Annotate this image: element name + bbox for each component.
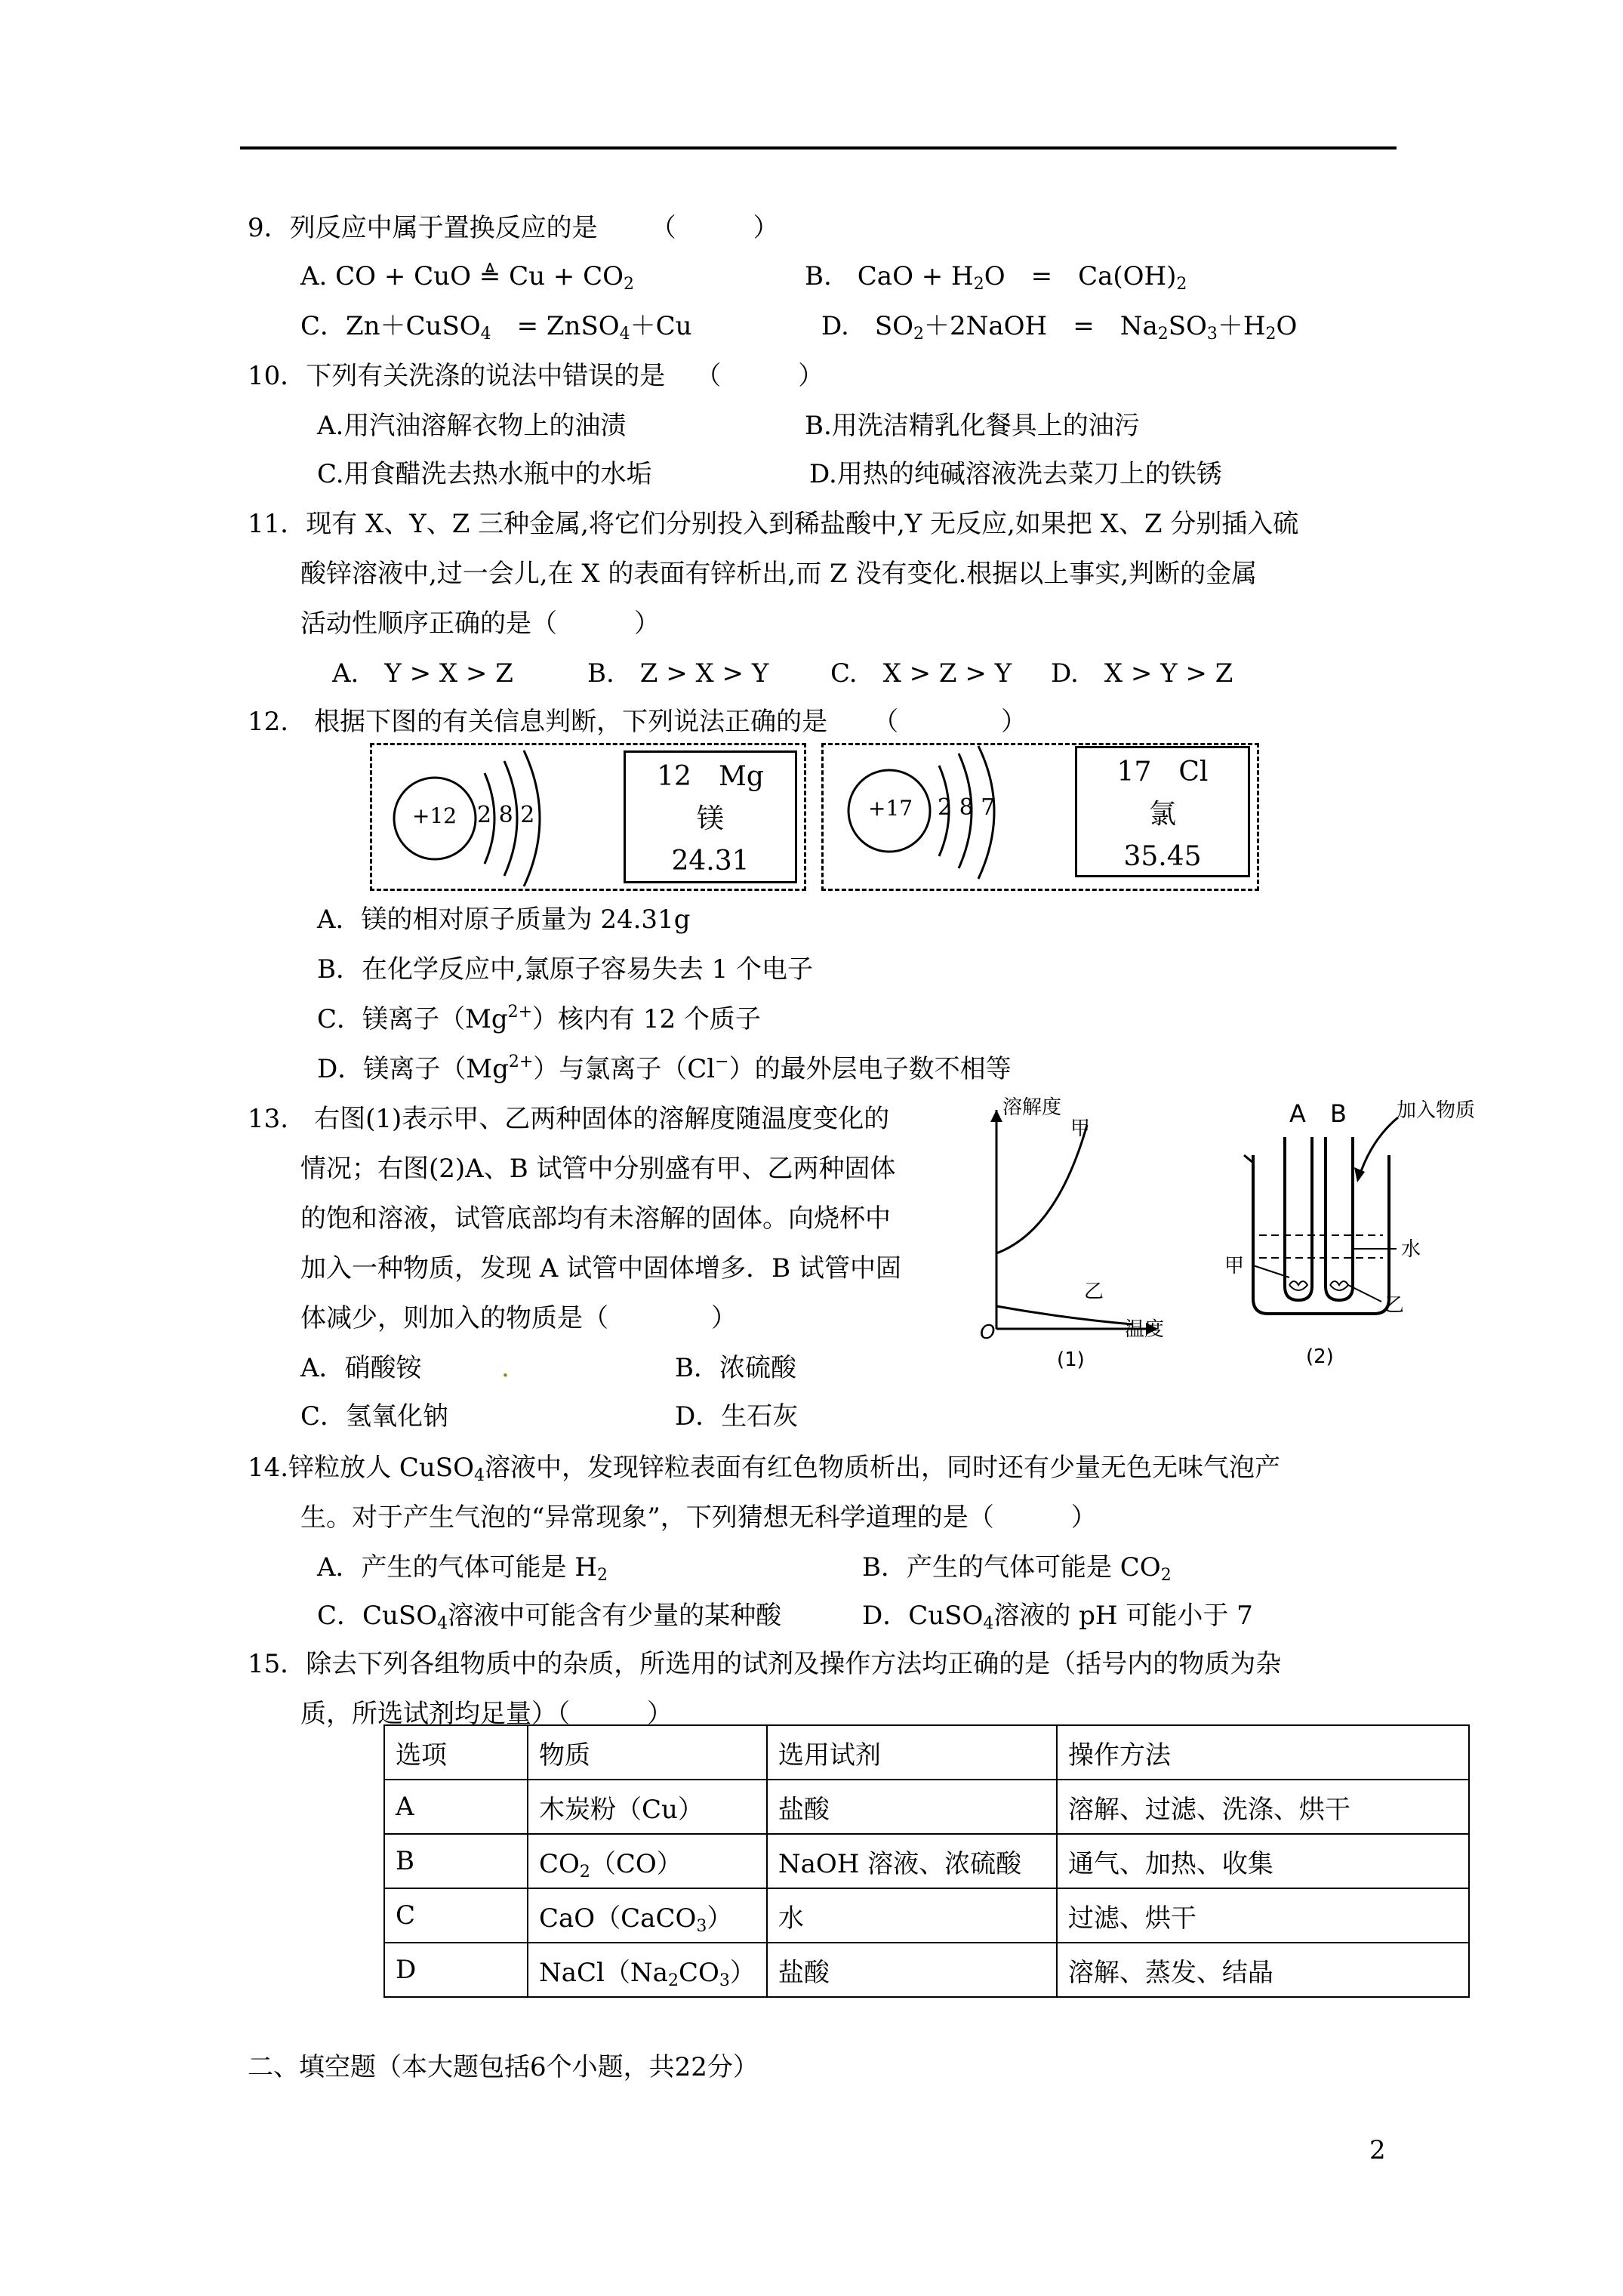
fig2-add-label: 加入物质 (1397, 1099, 1476, 1122)
table-header: 操作方法 (1057, 1725, 1469, 1780)
jia-curve (996, 1125, 1087, 1253)
cl-nucleus-label: +17 (868, 796, 913, 821)
q12-option-d: D．镁离子$(Mg^{2+})$与氯离子（Cl−）的最外层电子数不相等 (317, 1052, 1012, 1084)
table-header: 选项 (384, 1725, 528, 1780)
q14-line2: 生。对于产生气泡的“异常现象”，下列猜想无科学道理的是（ ） (300, 1502, 1097, 1533)
table-cell: D (384, 1943, 528, 1997)
q11-option-a: A. Y > X > Z (332, 658, 513, 689)
cl-number-symbol: 17 Cl (1116, 757, 1209, 787)
fig1-xlabel: 温度 (1125, 1318, 1165, 1341)
fig2-water-label: 水 (1401, 1238, 1421, 1261)
test-tube-a (1285, 1137, 1312, 1300)
q11-option-b: B. Z > X > Y (587, 658, 769, 689)
q13-line2: 情况；右图(2)A、B 试管中分别盛有甲、乙两种固体 (300, 1154, 896, 1184)
mg-element-card (624, 750, 797, 883)
cl-element-name: 氯 (1148, 798, 1176, 830)
q14-option-b: B．产生的气体可能是 $CO_2$ (862, 1552, 1172, 1585)
q10-option-a: A.用汽油溶解衣物上的油渍 (317, 411, 627, 441)
table-header-row (384, 1725, 1469, 1780)
q12-option-c: C．镁离子$(Mg^{2+})$核内有 12 个质子 (317, 1003, 761, 1034)
q14-line1: 14.锌粒放人 CuSO$_4$溶液中，发现锌粒表面有红色物质析出，同时还有少量无色无味气泡产 (248, 1453, 1280, 1485)
q10-option-b: B.用洗洁精乳化餐具上的油污 (805, 411, 1140, 441)
fig1-origin: O (980, 1321, 996, 1344)
q11-line2: 酸锌溶液中,过一会儿,在 X 的表面有锌析出,而 Z 没有变化.根据以上事实,判断的金属 (300, 559, 1258, 589)
fig1-jia-label: 甲 (1070, 1117, 1091, 1140)
q9-option-b: B. CaO + $H_2O$ = $Ca(OH)_2$ (805, 261, 1187, 294)
q15-line2: 质，所选试剂均足量）（ ） (300, 1699, 673, 1729)
q13-option-d: D．生石灰 (675, 1401, 799, 1432)
q14-option-d: D．CuSO$_4$溶液的 pH 可能小于 7 (862, 1601, 1253, 1633)
q15-line1: 15．除去下列各组物质中的杂质，所选用的试剂及操作方法均正确的是（括号内的物质为杂 (248, 1649, 1282, 1679)
q10-option-d: D.用热的纯碱溶液洗去菜刀上的铁锈 (809, 459, 1222, 489)
q9-option-d: D. $SO_2+2NaOH$ = $Na_2SO_3+H_2O$ (821, 311, 1298, 344)
mg-nucleus-label: +12 (412, 803, 457, 828)
table-header: 选用试剂 (767, 1725, 1057, 1780)
fig2-label-b: B (1330, 1099, 1347, 1128)
cl-shell-electrons: 2 8 7 (938, 794, 996, 821)
table-cell: NaOH 溶液、浓硫酸 (767, 1834, 1057, 1888)
q14-option-a: A．产生的气体可能是 $H_2$ (317, 1552, 608, 1585)
table-cell: 盐酸 (767, 1780, 1057, 1834)
q13-option-a: A．硝酸铵 (300, 1353, 422, 1383)
header-rule (240, 146, 1397, 149)
q9-option-a: A. CO + CuO ≜ $Cu + CO_2$ (300, 261, 634, 294)
mg-shell-electrons: 2 8 2 (477, 802, 535, 828)
q12-stem: 12. 根据下图的有关信息判断，下列说法正确的是 （ ） (248, 707, 1027, 737)
table-cell: A (384, 1780, 528, 1834)
table-cell: $NaCl(Na_2CO_3)$ (528, 1943, 767, 1997)
table-row (384, 1834, 1469, 1888)
mg-element-name: 镁 (696, 803, 724, 834)
fig1-yi-label: 乙 (1084, 1281, 1104, 1303)
fig2-jia-label: 甲 (1224, 1255, 1245, 1277)
table-cell: 过滤、烘干 (1057, 1888, 1469, 1943)
table-cell: $CO_2(CO)$ (528, 1834, 767, 1888)
yi-curve (996, 1306, 1132, 1324)
q13-option-c: C．氢氧化钠 (300, 1401, 449, 1432)
table-cell: 木炭粉（Cu） (528, 1780, 767, 1834)
fig1-caption: (1) (1057, 1348, 1085, 1371)
q11-option-c: C. X > Z > Y (830, 658, 1012, 689)
fig2-label-a: A (1289, 1099, 1306, 1128)
fig2-caption: (2) (1306, 1345, 1334, 1368)
add-arrow (1359, 1117, 1398, 1178)
table-cell: 盐酸 (767, 1943, 1057, 1997)
q11-option-d: D. X > Y > Z (1051, 658, 1233, 689)
table-cell: C (384, 1888, 528, 1943)
table-cell: CaO（CaCO$_3$） (528, 1888, 767, 1943)
cl-atomic-mass: 35.45 (1123, 840, 1202, 872)
q12-option-b: B．在化学反应中,氯原子容易失去 1 个电子 (317, 954, 814, 985)
table-row (384, 1780, 1469, 1834)
q11-line1: 11．现有 X、Y、Z 三种金属,将它们分别投入到稀盐酸中,Y 无反应,如果把 X、Z 分别插入硫 (248, 509, 1299, 539)
table-row (384, 1888, 1469, 1943)
q10-option-c: C.用食醋洗去热水瓶中的水垢 (317, 459, 652, 489)
mg-number-symbol: 12 Mg (657, 761, 764, 792)
mg-atomic-mass: 24.31 (671, 845, 750, 877)
y-axis-arrow (990, 1110, 1002, 1122)
page-number: 2 (1369, 2135, 1386, 2165)
fig2-yi-label: 乙 (1384, 1294, 1405, 1317)
section-2-heading: 二、填空题（本大题包括6个小题，共22分） (248, 2052, 759, 2082)
q9-option-c: C．Zn＋CuSO$_4$ = ZnSO$_4$＋Cu (300, 311, 692, 344)
table-header: 物质 (528, 1725, 767, 1780)
stray-dot: . (501, 1353, 510, 1383)
q14-option-c: C．CuSO$_4$溶液中可能含有少量的某种酸 (317, 1601, 782, 1633)
fig1-ylabel: 溶解度 (1002, 1096, 1062, 1119)
q13-line5: 体减少，则加入的物质是（ ） (300, 1303, 737, 1333)
cl-element-card (1075, 746, 1250, 877)
q11-line3: 活动性顺序正确的是（ ） (300, 609, 660, 639)
q13-option-b: B．浓硫酸 (675, 1353, 796, 1383)
q10-stem: 10．下列有关洗涤的说法中错误的是 （ ） (248, 361, 824, 391)
q12-option-a: A．镁的相对原子质量为 24.31g (317, 905, 691, 935)
q9-stem: 9．列反应中属于置换反应的是 （ ） (248, 213, 779, 243)
table-row (384, 1943, 1469, 1997)
table-cell: 水 (767, 1888, 1057, 1943)
table-cell: B (384, 1834, 528, 1888)
table-cell: 通气、加热、收集 (1057, 1834, 1469, 1888)
table-cell: 溶解、过滤、洗涤、烘干 (1057, 1780, 1469, 1834)
q13-line3: 的饱和溶液，试管底部均有未溶解的固体。向烧杯中 (300, 1203, 891, 1234)
table-cell: 溶解、蒸发、结晶 (1057, 1943, 1469, 1997)
q13-line1: 13. 右图(1)表示甲、乙两种固体的溶解度随温度变化的 (248, 1104, 890, 1134)
q13-line4: 加入一种物质，发现 A 试管中固体增多．B 试管中固 (300, 1253, 901, 1284)
test-tube-b (1326, 1137, 1353, 1300)
q15-options-table (383, 1724, 1470, 1998)
